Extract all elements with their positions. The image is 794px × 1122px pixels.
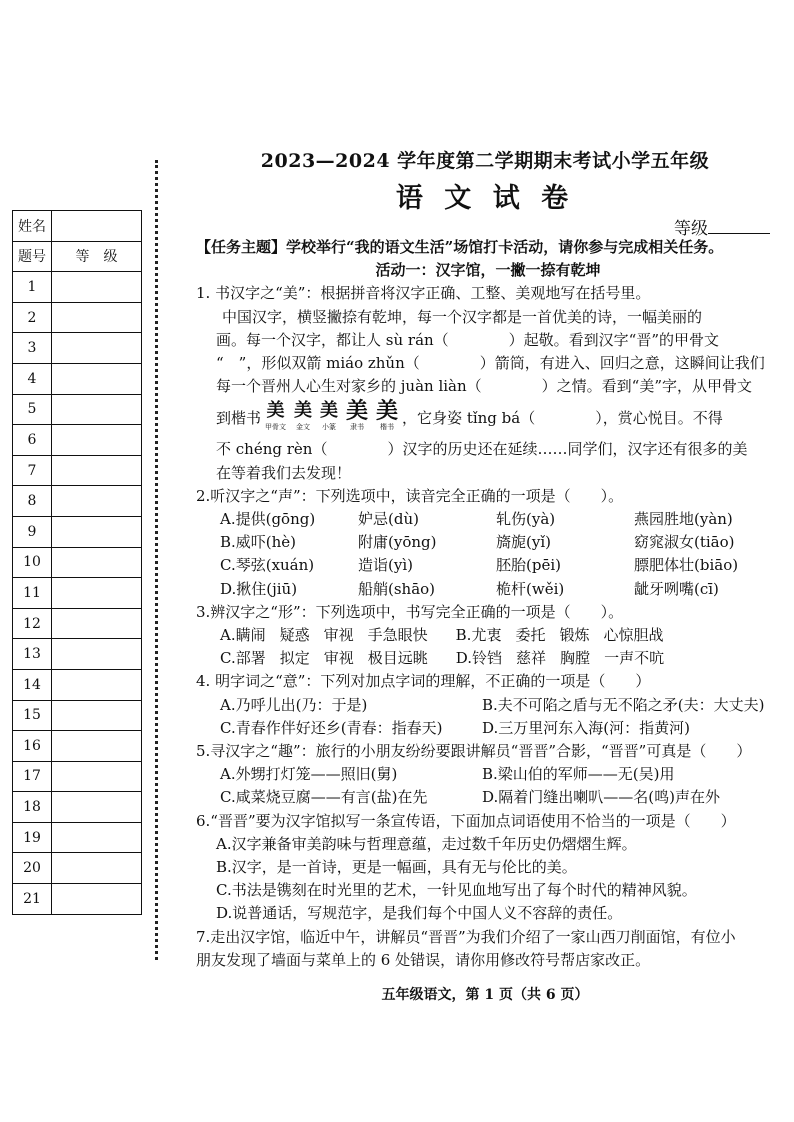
question-number: 9 xyxy=(13,516,52,547)
score-row xyxy=(13,608,142,639)
name-field[interactable] xyxy=(52,211,142,242)
score-row xyxy=(13,425,142,456)
question-number: 15 xyxy=(13,700,52,731)
exam-title: 2023—2024 学年度第二学期期末考试小学五年级 xyxy=(260,150,710,172)
text-line: 每一个晋州人心生对家乡的 juàn liàn（ ）之情。看到“美”字，从甲骨文 xyxy=(216,377,752,396)
question-line: 朋友发现了墙面与菜单上的 6 处错误，请你用修改符号帮店家改正。 xyxy=(196,950,651,969)
option-row: A.乃呼儿出(乃：于是) B.夫不可陷之盾与无不陷之矛(夫：大丈夫) xyxy=(220,695,765,714)
subject-title: 语 文 试 卷 xyxy=(395,183,575,214)
text-line: 在等着我们去发现！ xyxy=(216,463,352,482)
grade-cell[interactable] xyxy=(52,761,142,792)
name-label: 姓名 xyxy=(13,211,52,242)
page-footer: 五年级语文，第 1 页（共 6 页） xyxy=(381,987,589,1003)
text-line: “ ”，形似双箭 miáo zhǔn（ ）箭筒，有进入、回归之意，这瞬间让我们 xyxy=(216,354,765,373)
text-line: 中国汉字，横竖撇捺有乾坤，每一个汉字都是一首优美的诗，一幅美丽的 xyxy=(222,307,703,326)
grade-cell[interactable] xyxy=(52,486,142,517)
question-number: 16 xyxy=(13,731,52,762)
grade-cell[interactable] xyxy=(52,333,142,364)
score-row xyxy=(13,669,142,700)
text-line: 不 chéng rèn（ ）汉字的历史还在延续……同学们，汉字还有很多的美 xyxy=(216,440,748,459)
question-line: 7.走出汉字馆，临近中午，讲解员“晋晋”为我们介绍了一家山西刀削面馆，有位小 xyxy=(196,927,736,946)
glyph-form: 美 楷书 xyxy=(376,398,399,432)
option-row: A.外甥打灯笼——照旧(舅) B.梁山伯的军师——无(吴)用 xyxy=(220,765,675,784)
grade-cell[interactable] xyxy=(52,363,142,394)
grade-cell[interactable] xyxy=(52,516,142,547)
question-number: 21 xyxy=(13,884,52,915)
col-header-number: 题号 xyxy=(13,241,52,272)
score-row xyxy=(13,761,142,792)
option-line: C.书法是镌刻在时光里的艺术，一针见血地写出了每个时代的精神风貌。 xyxy=(216,881,697,900)
grade-cell[interactable] xyxy=(52,394,142,425)
option-row: A.提供(gōng) 妒忌(dù) 轧伤(yà) 燕园胜地(yàn) xyxy=(220,510,733,529)
score-row xyxy=(13,516,142,547)
option-row: C.部署 拟定 审视 极目远眺 D.铃铛 慈祥 胸膛 一声不吭 xyxy=(220,649,665,668)
glyph-form: 美 金文 xyxy=(294,400,313,432)
grade-cell[interactable] xyxy=(52,547,142,578)
question-number: 5 xyxy=(13,394,52,425)
question-number: 1 xyxy=(13,272,52,303)
glyph-form: 美 甲骨文 xyxy=(265,400,287,432)
score-row xyxy=(13,700,142,731)
question-number: 2 xyxy=(13,302,52,333)
question-title: 4. 明字词之“意”：下列对加点字词的理解，不正确的一项是（ ） xyxy=(196,672,651,691)
question-number: 11 xyxy=(13,578,52,609)
grade-cell[interactable] xyxy=(52,822,142,853)
score-row xyxy=(13,578,142,609)
option-line: D.说普通话，写规范字，是我们每个中国人义不容辞的责任。 xyxy=(216,904,623,923)
question-number: 8 xyxy=(13,486,52,517)
option-row: A.瞒闹 疑惑 审视 手急眼快 B.尤衷 委托 锻炼 心惊胆战 xyxy=(220,626,664,645)
question-number: 3 xyxy=(13,333,52,364)
question-number: 6 xyxy=(13,425,52,456)
grade-label: 等级 xyxy=(674,219,708,239)
score-row xyxy=(13,363,142,394)
text-line: 2.听汉字之“声”：下列选项中，读音完全正确的一项是（ ）。 xyxy=(196,486,624,505)
option-row: C.咸菜烧豆腐——有言(盐)在先 D.隔着门缝出喇叭——名(鸣)声在外 xyxy=(220,788,720,807)
question-number: 18 xyxy=(13,792,52,823)
text-line: 活动一：汉字馆，一撇一捺有乾坤 xyxy=(375,261,601,280)
character-evolution-line: 到楷书 美 甲骨文 美 金文 美 小篆 美 隶书 美 楷书 ，它身姿 tǐng bá（ ），赏心悦目。不得 xyxy=(196,398,780,438)
score-row xyxy=(13,394,142,425)
score-row xyxy=(13,272,142,303)
score-row xyxy=(13,822,142,853)
grade-cell[interactable] xyxy=(52,272,142,303)
question-number: 17 xyxy=(13,761,52,792)
score-row xyxy=(13,792,142,823)
question-number: 4 xyxy=(13,363,52,394)
option-line: A.汉字兼备审美韵味与哲理意蕴，走过数千年历史仍熠熠生辉。 xyxy=(216,834,637,853)
grade-cell[interactable] xyxy=(52,455,142,486)
score-row xyxy=(13,884,142,915)
glyph-form: 美 小篆 xyxy=(320,400,339,432)
question-title: 3.辨汉字之“形”：下列选项中，书写完全正确的一项是（ ）。 xyxy=(196,602,624,621)
grade-cell[interactable] xyxy=(52,425,142,456)
question-number: 20 xyxy=(13,853,52,884)
col-header-grade: 等 级 xyxy=(52,241,142,272)
grade-cell[interactable] xyxy=(52,731,142,762)
score-row xyxy=(13,302,142,333)
grade-blank[interactable] xyxy=(708,219,770,234)
question-number: 19 xyxy=(13,822,52,853)
question-number: 13 xyxy=(13,639,52,670)
question-title: 6.“晋晋”要为汉字馆拟写一条宣传语，下面加点词语使用不恰当的一项是（ ） xyxy=(196,811,736,830)
exam-content xyxy=(196,236,780,972)
binding-dotted-line xyxy=(155,160,158,960)
score-row xyxy=(13,547,142,578)
grade-cell[interactable] xyxy=(52,608,142,639)
score-table xyxy=(12,210,142,915)
grade-cell[interactable] xyxy=(52,302,142,333)
option-row: C.琴弦(xuán) 造诣(yì) 胚胎(pēi) 膘肥体壮(biāo) xyxy=(220,556,739,575)
score-row xyxy=(13,333,142,364)
text-line: 【任务主题】学校举行“我的语文生活”场馆打卡活动，请你参与完成相关任务。 xyxy=(196,238,724,256)
option-row: C.青春作伴好还乡(青春：指春天) D.三万里河东入海(河：指黄河) xyxy=(220,718,690,737)
score-row xyxy=(13,731,142,762)
grade-cell[interactable] xyxy=(52,669,142,700)
question-number: 12 xyxy=(13,608,52,639)
grade-cell[interactable] xyxy=(52,578,142,609)
score-row xyxy=(13,486,142,517)
grade-cell[interactable] xyxy=(52,792,142,823)
grade-cell[interactable] xyxy=(52,853,142,884)
score-row xyxy=(13,455,142,486)
option-row: B.威吓(hè) 附庸(yōng) 旖旎(yǐ) 窈窕淑女(tiāo) xyxy=(220,533,735,552)
score-row xyxy=(13,639,142,670)
score-row xyxy=(13,853,142,884)
glyph-form: 美 隶书 xyxy=(346,398,369,432)
question-number: 7 xyxy=(13,455,52,486)
text-line: 画。每一个汉字，都让人 sù rán（ ）起敬。看到汉字“晋”的甲骨文 xyxy=(216,330,720,349)
option-row: D.揪住(jiū) 船艄(shāo) 桅杆(wěi) 龇牙咧嘴(cī) xyxy=(220,579,719,598)
question-number: 10 xyxy=(13,547,52,578)
grade-cell[interactable] xyxy=(52,884,142,915)
question-number: 14 xyxy=(13,669,52,700)
question-title: 5.寻汉字之“趣”：旅行的小朋友纷纷要跟讲解员“晋晋”合影，“晋晋”可真是（ ） xyxy=(196,742,752,761)
grade-cell[interactable] xyxy=(52,639,142,670)
option-line: B.汉字，是一首诗，更是一幅画，具有无与伦比的美。 xyxy=(216,858,577,877)
grade-cell[interactable] xyxy=(52,700,142,731)
text-line: 1. 书汉字之“美”：根据拼音将汉字正确、工整、美观地写在括号里。 xyxy=(196,284,651,303)
